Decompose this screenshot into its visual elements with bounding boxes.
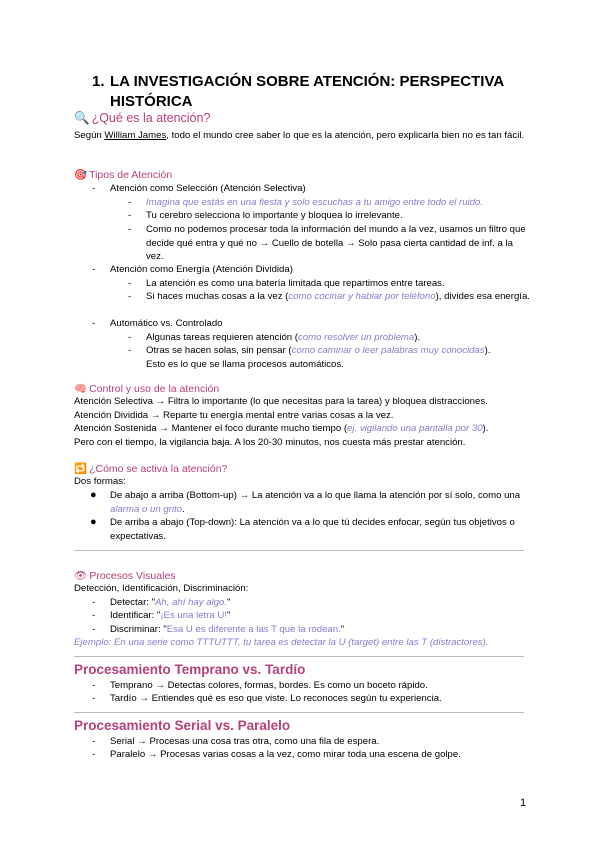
bullet-dash: - — [128, 278, 132, 289]
section-heading-text: Procesos Visuales — [89, 570, 176, 582]
target-icon: 🎯 — [74, 169, 88, 181]
bullet-dash: - — [128, 210, 132, 221]
example-text: ¡Es una letra U! — [160, 610, 227, 621]
discriminar-item — [110, 623, 344, 637]
eye-icon: 👁 — [74, 570, 88, 582]
text: Otras se hacen solas, sin pensar ( — [146, 345, 292, 356]
sub-item-muchas-cosas — [146, 290, 530, 304]
section-heading-tipos — [74, 168, 172, 181]
text: . — [182, 503, 185, 515]
bullet-dash: - — [92, 318, 96, 329]
intro-post: , todo el mundo cree saber lo que es la atención, pero explicarla bien no es tan fácil. — [166, 130, 525, 141]
bullet-dash: - — [128, 197, 132, 208]
bullet-dash: - — [92, 597, 96, 608]
top-down-item: De arriba a abajo (Top-down): La atención va a lo que tú decides enfocar, según tus objetivos o expectativas. — [110, 517, 515, 542]
page-number: 1 — [520, 797, 527, 809]
control-line-3 — [74, 422, 534, 436]
text: Algunas tareas requieren atención ( — [146, 332, 298, 343]
ejemplo-line: Ejemplo: En una serie como TTTUTTT, tu tarea es detectar la U (target) entre las T (distractores). — [74, 637, 489, 648]
bullet-dot: ● — [90, 489, 97, 501]
section-heading-que-es — [74, 111, 210, 126]
detectar-item — [110, 596, 230, 610]
bullet-dash: - — [92, 624, 96, 635]
example-text: como caminar o leer palabras muy conocidas — [291, 345, 485, 356]
control-line-4: Pero con el tiempo, la vigilancia baja. A los 20-30 minutos, nos cuesta más prestar atención. — [74, 437, 466, 448]
section-heading-text: ¿Qué es la atención? — [91, 111, 211, 125]
bullet-dash: - — [128, 345, 132, 356]
author-name: William James — [104, 130, 167, 141]
sub-item-cerebro: Tu cerebro selecciona lo importante y bloquea lo irrelevante. — [146, 210, 403, 221]
repeat-icon: 🔁 — [74, 463, 88, 475]
divider — [74, 550, 524, 551]
divider — [74, 656, 524, 657]
section-heading-control — [74, 382, 219, 395]
bullet-dash: - — [92, 693, 96, 704]
text: Discriminar: " — [110, 624, 167, 635]
bullet-dot: ● — [90, 516, 97, 528]
text: ). — [414, 332, 421, 343]
serial-item: Serial → Procesas una cosa tras otra, como una fila de espera. — [110, 736, 380, 747]
visuales-intro: Detección, Identificación, Discriminación: — [74, 583, 249, 594]
section-heading-temprano: Procesamiento Temprano vs. Tardío — [74, 662, 306, 677]
list-item-energia: Atención como Energía (Atención Dividida) — [110, 264, 293, 275]
title-number: 1. — [92, 73, 105, 90]
dos-formas: Dos formas: — [74, 476, 126, 487]
paralelo-item: Paralelo → Procesas varias cosas a la vez, como mirar toda una escena de golpe. — [110, 749, 461, 760]
title-text: LA INVESTIGACIÓN SOBRE ATENCIÓN: PERSPECTIVA HISTÓRICA — [110, 73, 504, 110]
example-text: como cocinar y hablar por teléfono — [288, 291, 436, 302]
text: Identificar: " — [110, 610, 161, 621]
intro-paragraph — [74, 129, 530, 143]
section-heading-activa — [74, 462, 227, 475]
section-heading-serial: Procesamiento Serial vs. Paralelo — [74, 718, 291, 733]
text: Atención Sostenida → Mantener el foco durante mucho tiempo ( — [74, 423, 348, 434]
list-item-seleccion: Atención como Selección (Atención Selectiva) — [110, 183, 306, 194]
example-text: alarma o un grito — [110, 503, 182, 515]
section-heading-text: Control y uso de la atención — [89, 383, 220, 395]
list-item-automatico: Automático vs. Controlado — [110, 318, 223, 329]
text: Detectar: " — [110, 597, 155, 608]
sub-item-fiesta: Imagina que estás en una fiesta y solo escuchas a tu amigo entre todo el ruido. — [146, 197, 484, 208]
text: ), divides esa energía. — [435, 291, 530, 302]
bullet-dash: - — [92, 264, 96, 275]
text: De abajo a arriba (Bottom-up) → La atención va a lo que llama la atención por sí solo, como una — [110, 490, 521, 501]
identificar-item — [110, 609, 230, 623]
page-title — [92, 72, 512, 112]
bullet-dash: - — [92, 736, 96, 747]
text: ). — [482, 423, 489, 434]
example-text: como resolver un problema — [298, 332, 415, 343]
temprano-item: Temprano → Detectas colores, formas, bordes. Es como un boceto rápido. — [110, 680, 428, 691]
bullet-dash: - — [128, 291, 132, 302]
section-heading-text: ¿Cómo se activa la atención? — [89, 463, 228, 475]
sub-item-bateria: La atención es como una batería limitada que repartimos entre tareas. — [146, 278, 445, 289]
text: " — [340, 624, 345, 635]
text: ). — [484, 345, 491, 356]
sub-item-solas — [146, 344, 530, 371]
intro-pre: Según — [74, 130, 105, 141]
example-text: Esa U es diferente a las T que la rodean. — [166, 624, 341, 635]
text: Si haces muchas cosas a la vez ( — [146, 291, 289, 302]
text: " — [227, 597, 231, 608]
example-text: ej. vigilando una pantalla por 30 — [347, 423, 483, 434]
sub-item-requieren — [146, 331, 530, 345]
bullet-dash: - — [92, 183, 96, 194]
bullet-dash: - — [92, 749, 96, 760]
bullet-dash: - — [92, 610, 96, 621]
sub-item-filtro: Como no podemos procesar toda la información del mundo a la vez, usamos un filtro que decide qué entra y qué no → Cuello de botella → Solo pasa cierta cantidad de inf. a la vez. — [146, 224, 526, 262]
bottom-up-item — [110, 489, 528, 516]
section-heading-text: Tipos de Atención — [89, 169, 173, 181]
divider — [74, 712, 524, 713]
control-line-2: Atención Dividida → Reparte tu energía mental entre varias cosas a la vez. — [74, 410, 394, 421]
bullet-dash: - — [92, 680, 96, 691]
section-heading-visuales — [74, 569, 176, 582]
text: " — [227, 610, 231, 621]
bullet-dash: - — [128, 224, 132, 235]
magnifier-icon: 🔍 — [74, 111, 90, 125]
brain-icon: 🧠 — [74, 383, 88, 395]
control-line-1: Atención Selectiva → Filtra lo importante (lo que necesitas para la tarea) y bloquea distracciones. — [74, 396, 488, 407]
text: Esto es lo que se llama procesos automáticos. — [146, 358, 344, 370]
example-text: Ah, ahí hay algo. — [155, 597, 228, 608]
tardio-item: Tardío → Entiendes qué es eso que viste. Lo reconoces según tu experiencia. — [110, 693, 442, 704]
bullet-dash: - — [128, 332, 132, 343]
